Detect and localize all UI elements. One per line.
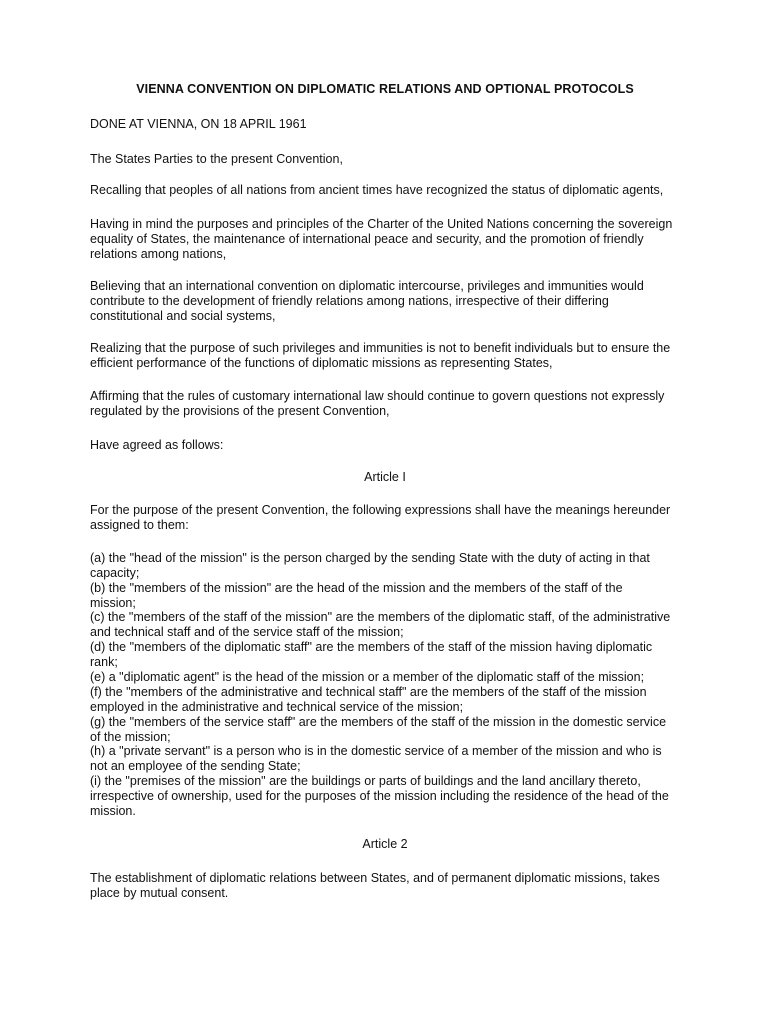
- states-parties-line: The States Parties to the present Convention,: [90, 152, 343, 166]
- recalling-paragraph: Recalling that peoples of all nations from ancient times have recognized the status of diplomatic agents,: [90, 183, 664, 197]
- definition-line: (b) the "members of the mission" are the head of the mission and the members of the staff of the: [90, 581, 623, 595]
- paragraph-line: Realizing that the purpose of such privileges and immunities is not to benefit individuals but to ensure the: [90, 341, 671, 355]
- definition-line: employed in the administrative and technical service of the mission;: [90, 700, 464, 714]
- definition-line: capacity;: [90, 566, 140, 580]
- paragraph-line: efficient performance of the functions of diplomatic missions as representing States,: [90, 356, 553, 370]
- paragraph-line: assigned to them:: [90, 518, 189, 532]
- paragraph-line: relations among nations,: [90, 247, 227, 261]
- definition-line: (g) the "members of the service staff" are the members of the staff of the mission in the domestic service: [90, 715, 667, 729]
- paragraph-line: Believing that an international convention on diplomatic intercourse, privileges and immunities would: [90, 279, 644, 293]
- definition-line: (c) the "members of the staff of the mission" are the members of the diplomatic staff, of the administrative: [90, 610, 671, 624]
- definition-line: mission;: [90, 596, 136, 610]
- done-at-line: DONE AT VIENNA, ON 18 APRIL 1961: [90, 117, 307, 131]
- definition-line: of the mission;: [90, 730, 171, 744]
- paragraph-line: Affirming that the rules of customary international law should continue to govern questions not expressly: [90, 389, 665, 403]
- article-2-heading: Article 2: [362, 837, 408, 851]
- definition-line: mission.: [90, 804, 136, 818]
- definition-line: not an employee of the sending State;: [90, 759, 301, 773]
- paragraph-line: contribute to the development of friendly relations among nations, irrespective of their differing: [90, 294, 609, 308]
- definition-line: (f) the "members of the administrative and technical staff" are the members of the staff of the mission: [90, 685, 647, 699]
- definition-line: (d) the "members of the diplomatic staff" are the members of the staff of the mission having diplomatic: [90, 640, 653, 654]
- definition-line: irrespective of ownership, used for the purposes of the mission including the residence of the head of the: [90, 789, 669, 803]
- paragraph-line: equality of States, the maintenance of international peace and security, and the promotion of friendly: [90, 232, 644, 246]
- paragraph-line: place by mutual consent.: [90, 886, 229, 900]
- paragraph-line: constitutional and social systems,: [90, 309, 276, 323]
- definition-line: and technical staff and of the service staff of the mission;: [90, 625, 404, 639]
- agreed-line: Have agreed as follows:: [90, 438, 224, 452]
- article-1-heading: Article I: [364, 470, 406, 484]
- definition-line: (i) the "premises of the mission" are the buildings or parts of buildings and the land ancillary thereto,: [90, 774, 641, 788]
- definition-line: (e) a "diplomatic agent" is the head of the mission or a member of the diplomatic staff of the mission;: [90, 670, 645, 684]
- paragraph-line: The establishment of diplomatic relations between States, and of permanent diplomatic missions, takes: [90, 871, 660, 885]
- paragraph-line: regulated by the provisions of the present Convention,: [90, 404, 390, 418]
- definition-line: (h) a "private servant" is a person who is in the domestic service of a member of the mission and who is: [90, 744, 662, 758]
- paragraph-line: Having in mind the purposes and principles of the Charter of the United Nations concerning the sovereign: [90, 217, 673, 231]
- paragraph-line: For the purpose of the present Convention, the following expressions shall have the meanings hereunder: [90, 503, 671, 517]
- definition-line: (a) the "head of the mission" is the person charged by the sending State with the duty of acting in that: [90, 551, 650, 565]
- definition-line: rank;: [90, 655, 118, 669]
- document-title: VIENNA CONVENTION ON DIPLOMATIC RELATIONS AND OPTIONAL PROTOCOLS: [136, 82, 634, 96]
